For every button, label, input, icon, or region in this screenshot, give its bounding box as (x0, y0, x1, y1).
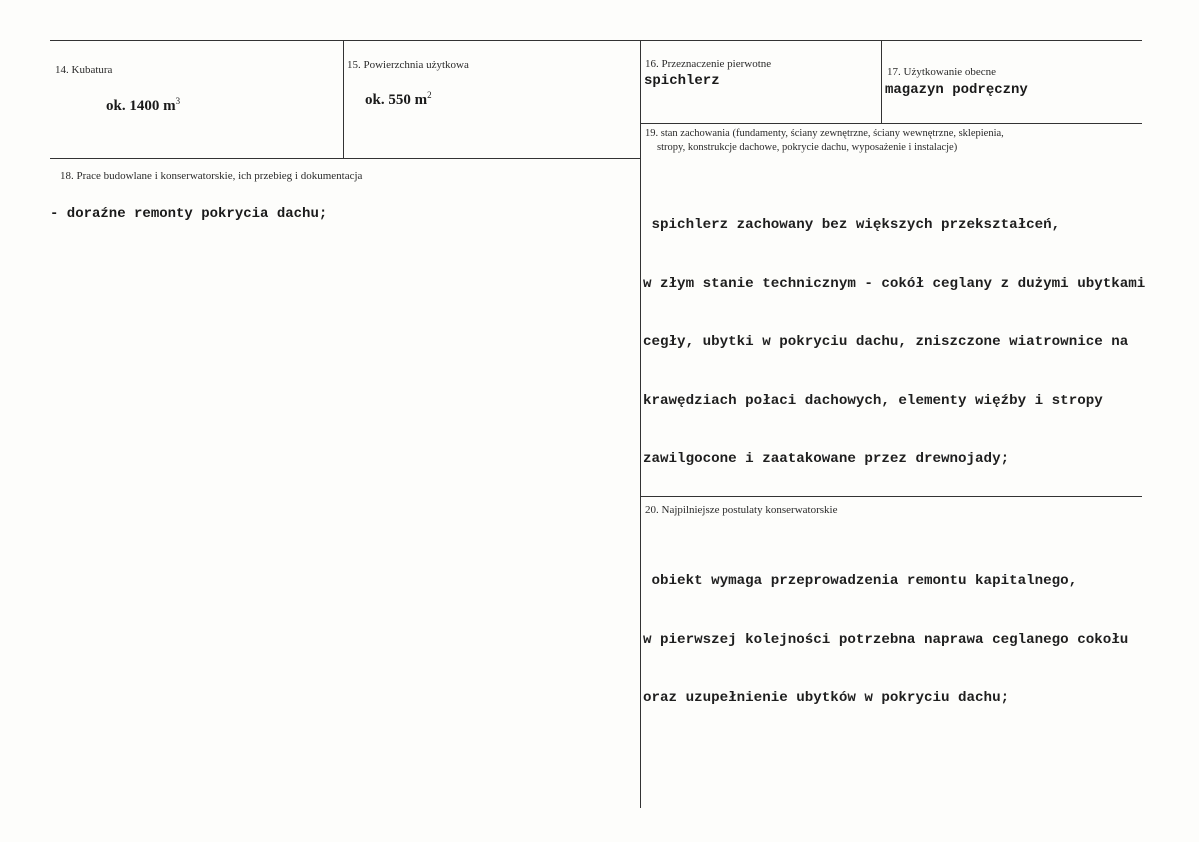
uzytkowanie-value: magazyn podręczny (885, 82, 1028, 98)
kubatura-unit-exponent: 3 (175, 96, 181, 106)
stan-zachowania-label-line-1: 19. stan zachowania (fundamenty, ściany zewnętrzne, ściany wewnętrzne, sklepienia, (645, 128, 1004, 139)
uzytkowanie-label: 17. Użytkowanie obecne (887, 66, 997, 78)
powierzchnia-label: 15. Powierzchnia użytkowa (347, 59, 469, 71)
powierzchnia-value-text: ok. 550 m (365, 92, 428, 108)
rule-under-14-15 (50, 158, 641, 159)
kubatura-value (106, 97, 180, 115)
stan-zachowania-label-line-2: stropy, konstrukcje dachowe, pokrycie dachu, wyposażenie i instalacje) (657, 142, 958, 153)
stan-zachowania-label (645, 127, 1004, 155)
powierzchnia-unit-exponent: 2 (427, 90, 432, 100)
prace-budowlane-label: 18. Prace budowlane i konserwatorskie, ich przebieg i dokumentacja (60, 170, 363, 182)
top-rule (50, 40, 1142, 41)
postulaty-line-2: w pierwszej kolejności potrzebna naprawa ceglanego cokołu (643, 631, 1129, 648)
center-divider (640, 40, 641, 808)
przeznaczenie-label: 16. Przeznaczenie pierwotne (645, 58, 772, 70)
divider-14-15 (343, 40, 344, 159)
przeznaczenie-value: spichlerz (644, 73, 720, 89)
postulaty-label: 20. Najpilniejsze postulaty konserwatorskie (645, 504, 838, 516)
postulaty-line-3: oraz uzupełnienie ubytków w pokryciu dachu; (643, 690, 1010, 706)
stan-zachowania-line-5: zawilgocone i zaatakowane przez drewnojady; (643, 451, 1010, 467)
postulaty-line-1: obiekt wymaga przeprowadzenia remontu kapitalnego, (643, 573, 1078, 589)
stan-zachowania-value (643, 177, 1145, 509)
kubatura-value-text: ok. 1400 m (106, 98, 176, 114)
kubatura-label: 14. Kubatura (55, 64, 113, 76)
prace-budowlane-value: - doraźne remonty pokrycia dachu; (50, 206, 328, 222)
postulaty-value (643, 533, 1128, 748)
stan-zachowania-line-1: spichlerz zachowany bez większych przekształceń, (643, 217, 1061, 233)
stan-zachowania-line-4: krawędziach połaci dachowych, elementy więźby i stropy (643, 392, 1103, 409)
stan-zachowania-line-3: cegły, ubytki w pokryciu dachu, zniszczone wiatrownice na (643, 334, 1129, 350)
divider-16-17 (881, 40, 882, 124)
rule-under-17 (640, 123, 1142, 124)
stan-zachowania-line-2: w złym stanie technicznym - cokół ceglany z dużymi ubytkami (643, 275, 1146, 292)
powierzchnia-value (365, 91, 432, 109)
